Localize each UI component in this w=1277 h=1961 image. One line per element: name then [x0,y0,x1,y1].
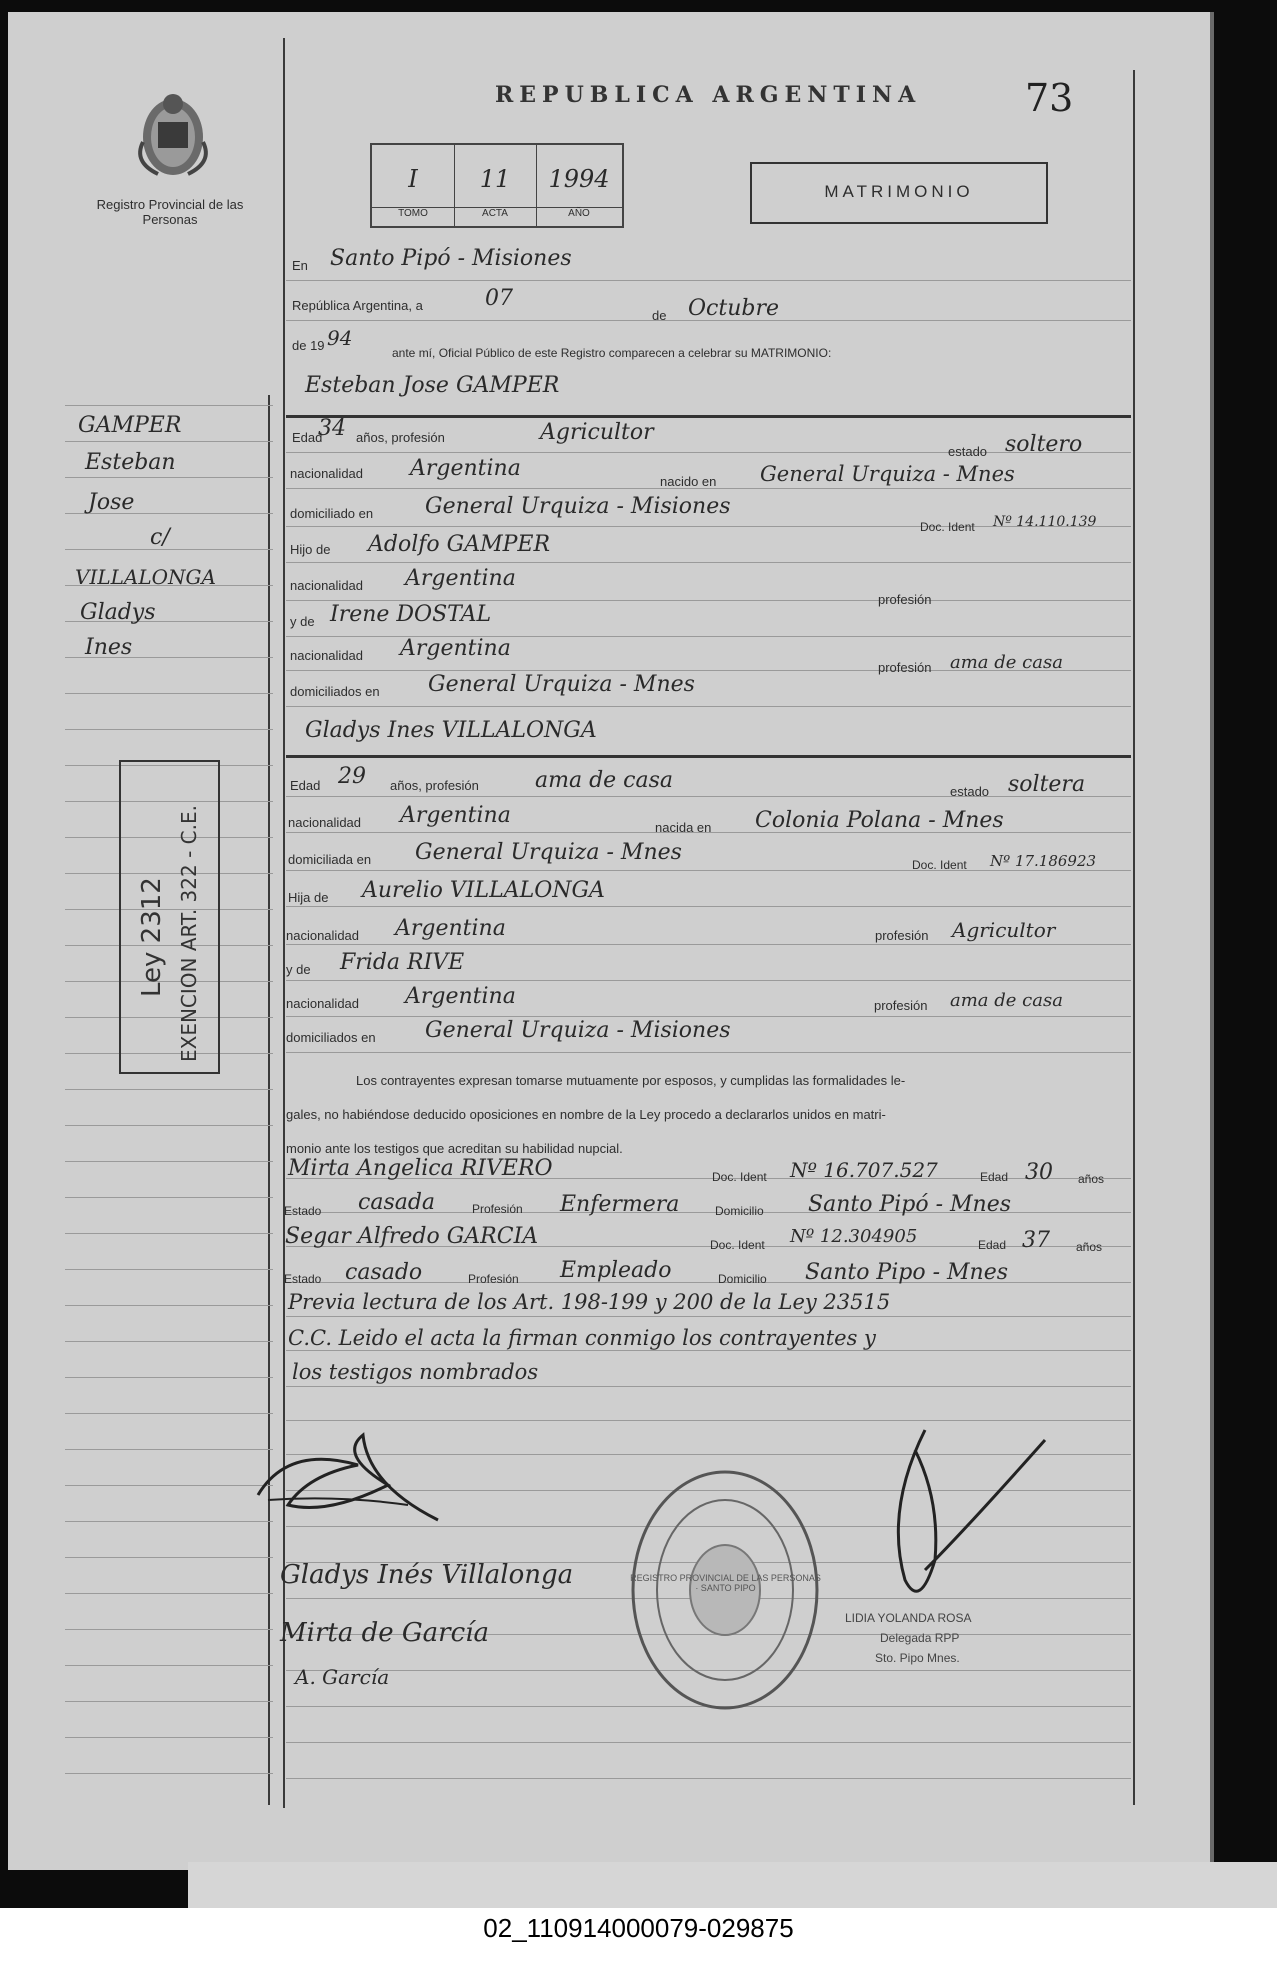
witness2-domicilio: Santo Pipo - Mnes [805,1260,1009,1285]
bride-hija-label: Hija de [288,890,329,905]
bride-doc: Nº 17.186923 [990,852,1097,870]
place-value: Santo Pipó - Misiones [330,246,572,271]
right-rule [1133,70,1135,1805]
margin-rule-line [65,1701,273,1702]
body-rule-line [286,870,1131,871]
ano-label: AÑO [536,207,622,219]
margin-rule-line [65,1773,273,1774]
bride-signature: Gladys Inés Villalonga [280,1560,574,1590]
margin-rule-line [65,1125,273,1126]
republic-text: República Argentina, a [292,298,423,313]
country-title: REPUBLICA ARGENTINA [495,82,922,108]
witness2-estado-label: Estado [284,1272,322,1286]
year-line-text: ante mí, Oficial Público de este Registro comparecen a celebrar su MATRIMONIO: [392,346,832,360]
declaration-text [286,1064,1116,1166]
witness2-edad: 37 [1022,1228,1050,1253]
groom-profesion: Agricultor [540,420,654,445]
bride-padre-nac: Argentina [395,916,506,941]
body-rule-line [286,600,1131,601]
groom-edad: 34 [318,416,346,441]
groom-edad-label: Edad [292,430,323,445]
body-rule-line [286,796,1131,797]
declaration-line: monio ante los testigos que acreditan su habilidad nupcial. [286,1141,623,1156]
witness1-doc: Nº 16.707.527 [790,1158,938,1182]
record-number-box [370,143,624,228]
body-rule-line [286,562,1131,563]
witness2-edad-label: Edad [978,1238,1007,1252]
exemption-text: EXENCION ART. 322 - C.E. [177,805,201,1062]
groom-hijo-label: Hijo de [290,542,331,557]
officer-stamp-line: Sto. Pipo Mnes. [875,1651,960,1665]
margin-line: c/ [150,525,170,550]
witness1-domicilio: Santo Pipó - Mnes [808,1192,1012,1217]
bride-yde-label: y de [286,962,311,977]
margin-rule-line [65,1341,273,1342]
margin-rule-line [65,1197,273,1198]
folio-number: 73 [1025,76,1074,120]
ano-value: 1994 [548,165,610,193]
margin-rule-line [65,1161,273,1162]
witness2-anos: años [1076,1240,1103,1254]
bride-estado-label: estado [950,784,990,799]
witness1-edad: 30 [1025,1160,1053,1185]
officer-stamp-line: LIDIA YOLANDA ROSA [845,1611,972,1625]
body-rule-line [286,1052,1131,1053]
bride-edad-label: Edad [290,778,321,793]
margin-rule-line [65,1557,273,1558]
margin-rule-line [65,1413,273,1414]
witness1-name: Mirta Angelica RIVERO [288,1156,553,1181]
witness2-estado: casado [345,1260,423,1285]
date-year: 94 [327,326,353,350]
witness1-doc-label: Doc. Ident [712,1170,767,1184]
groom-doc: Nº 14.110.139 [993,514,1097,530]
groom-dom-label: domiciliado en [290,506,374,521]
bride-doc-label: Doc. Ident [912,858,967,872]
closing-line: Previa lectura de los Art. 198-199 y 200 de la Ley 23515 [288,1290,891,1314]
date-de: de [652,308,667,323]
margin-rule [283,38,285,1808]
witness1-edad-label: Edad [980,1170,1009,1184]
margin-line: Ines [85,635,133,660]
margin-rule-line [65,1377,273,1378]
margin-rule-line [65,1305,273,1306]
groom-nacionalidad: Argentina [410,456,521,481]
coat-of-arms-icon [128,82,218,182]
bride-madre-prof: ama de casa [950,990,1063,1011]
groom-doc-label: Doc. Ident [920,520,975,534]
groom-padre-nac-label: nacionalidad [290,578,364,593]
witness1-profesion: Enfermera [560,1192,680,1217]
bride-padres-dom: General Urquiza - Misiones [425,1018,731,1043]
witness1-prof-label: Profesión [472,1202,523,1216]
witness1-estado: casada [358,1190,436,1215]
declaration-line: Los contrayentes expresan tomarse mutuamente por esposos, y cumplidas las formalidades le- [356,1073,906,1088]
section-divider [286,755,1131,758]
document-type-box [750,162,1048,224]
bride-nacida: Colonia Polana - Mnes [755,808,1004,833]
bride-profesion: ama de casa [535,768,674,793]
groom-estado: soltero [1005,432,1083,457]
groom-name: Esteban Jose GAMPER [305,373,560,398]
bride-padre-prof: Agricultor [952,918,1056,942]
declaration-line: gales, no habiéndose deducido oposiciones en nombre de la Ley procedo a declararlos unidos en matri- [286,1107,886,1122]
bride-estado: soltera [1008,772,1086,797]
body-rule-line [286,1386,1131,1387]
page-bottom-band [188,1862,1277,1908]
closing-line: los testigos nombrados [292,1360,539,1384]
document-type: MATRIMONIO [824,182,974,201]
exemption-stamp [119,760,220,1074]
groom-nac-label: nacionalidad [290,466,364,481]
witness2-dom-label: Domicilio [718,1272,767,1286]
witness1-anos: años [1078,1172,1105,1186]
margin-rule-line [65,1089,273,1090]
bride-domicilio: General Urquiza - Mnes [415,840,682,865]
witness1-signature: Mirta de García [280,1618,489,1648]
groom-nacido: General Urquiza - Mnes [760,462,1015,486]
groom-madre-nac-label: nacionalidad [290,648,364,663]
tomo-value: I [408,165,418,193]
margin-line: Gladys [80,600,156,625]
witness1-estado-label: Estado [284,1204,322,1218]
date-day: 07 [485,286,513,311]
bride-nacionalidad: Argentina [400,803,511,828]
groom-madre: Irene DOSTAL [330,602,492,627]
witness2-profesion: Empleado [560,1258,672,1283]
groom-estado-label: estado [948,444,988,459]
margin-rule-line [65,441,273,442]
witness2-signature: A. García [295,1665,390,1689]
officer-stamp [845,1608,972,1668]
groom-padres-dom-label: domiciliados en [290,684,380,699]
groom-padres-dom: General Urquiza - Mnes [428,672,695,697]
place-prefix: En [292,258,308,273]
margin-line: VILLALONGA [75,565,216,589]
margin-rule-line [65,1665,273,1666]
margin-rule-line [65,477,273,478]
acta-value: 11 [479,165,511,193]
closing-line: C.C. Leido el acta la firman conmigo los contrayentes y [288,1326,876,1350]
bride-padre-prof-label: profesión [875,928,929,943]
body-rule-line [286,906,1131,907]
bride-anos-label: años, profesión [390,778,479,793]
officer-stamp-line: Delegada RPP [880,1631,960,1645]
margin-line: GAMPER [78,413,182,438]
groom-padre-prof-label: profesión [878,592,932,607]
official-seal-icon [628,1465,823,1715]
groom-nacido-label: nacido en [660,474,717,489]
body-rule-line [286,1778,1131,1779]
margin-rule-line [65,1449,273,1450]
margin-line: Jose [88,490,135,515]
witness2-name: Segar Alfredo GARCIA [285,1224,539,1249]
margin-rule-line [65,1233,273,1234]
date-month: Octubre [688,296,779,321]
year-prefix: de 19 [292,338,325,353]
margin-rule-line [65,1485,273,1486]
margin-rule-line [65,693,273,694]
bride-nac-label: nacionalidad [288,815,362,830]
body-rule-line [286,980,1131,981]
witness2-doc-label: Doc. Ident [710,1238,765,1252]
groom-signature [248,1425,448,1535]
body-rule-line [286,1316,1131,1317]
margin-rule-line [65,1521,273,1522]
groom-yde-label: y de [290,614,315,629]
bride-padre: Aurelio VILLALONGA [362,878,605,903]
witness2-doc: Nº 12.304905 [790,1226,918,1247]
groom-anos-label: años, profesión [356,430,445,445]
acta-label: ACTA [454,207,536,219]
bride-madre-prof-label: profesión [874,998,928,1013]
margin-rule-line [65,1629,273,1630]
law-text: Ley 2312 [137,877,167,997]
body-rule-line [286,944,1131,945]
body-rule-line [286,706,1131,707]
body-rule-line [286,1350,1131,1351]
margin-line: Esteban [85,450,176,475]
body-rule-line [286,280,1131,281]
bride-padres-dom-label: domiciliados en [286,1030,376,1045]
tomo-label: TOMO [372,207,454,219]
document-code: 02_110914000079-029875 [483,1913,794,1943]
witness1-dom-label: Domicilio [715,1204,764,1218]
bride-madre: Frida RIVE [340,950,465,975]
margin-rule-line [65,729,273,730]
section-divider [286,415,1131,418]
groom-madre-prof-label: profesión [878,660,932,675]
groom-padre: Adolfo GAMPER [368,532,551,557]
margin-rule-line [65,1593,273,1594]
groom-domicilio: General Urquiza - Misiones [425,494,731,519]
body-rule-line [286,1742,1131,1743]
bride-dom-label: domiciliada en [288,852,372,867]
bride-madre-nac-label: nacionalidad [286,996,360,1011]
seal-text: REGISTRO PROVINCIAL DE LAS PERSONAS · SANTO PIPO [630,1573,821,1593]
bride-edad: 29 [338,764,366,789]
bride-padre-nac-label: nacionalidad [286,928,360,943]
margin-rule-line [65,1737,273,1738]
registry-name: Registro Provincial de las Personas [96,197,244,227]
witness2-prof-label: Profesión [468,1272,519,1286]
margin-rule-line [65,405,273,406]
groom-madre-prof: ama de casa [950,652,1063,673]
body-rule-line [286,1016,1131,1017]
groom-padre-nac: Argentina [405,566,516,591]
margin-rule-line [65,1269,273,1270]
groom-madre-nac: Argentina [400,636,511,661]
bride-nacida-label: nacida en [655,820,712,835]
bride-name: Gladys Ines VILLALONGA [305,718,597,743]
bride-madre-nac: Argentina [405,984,516,1009]
